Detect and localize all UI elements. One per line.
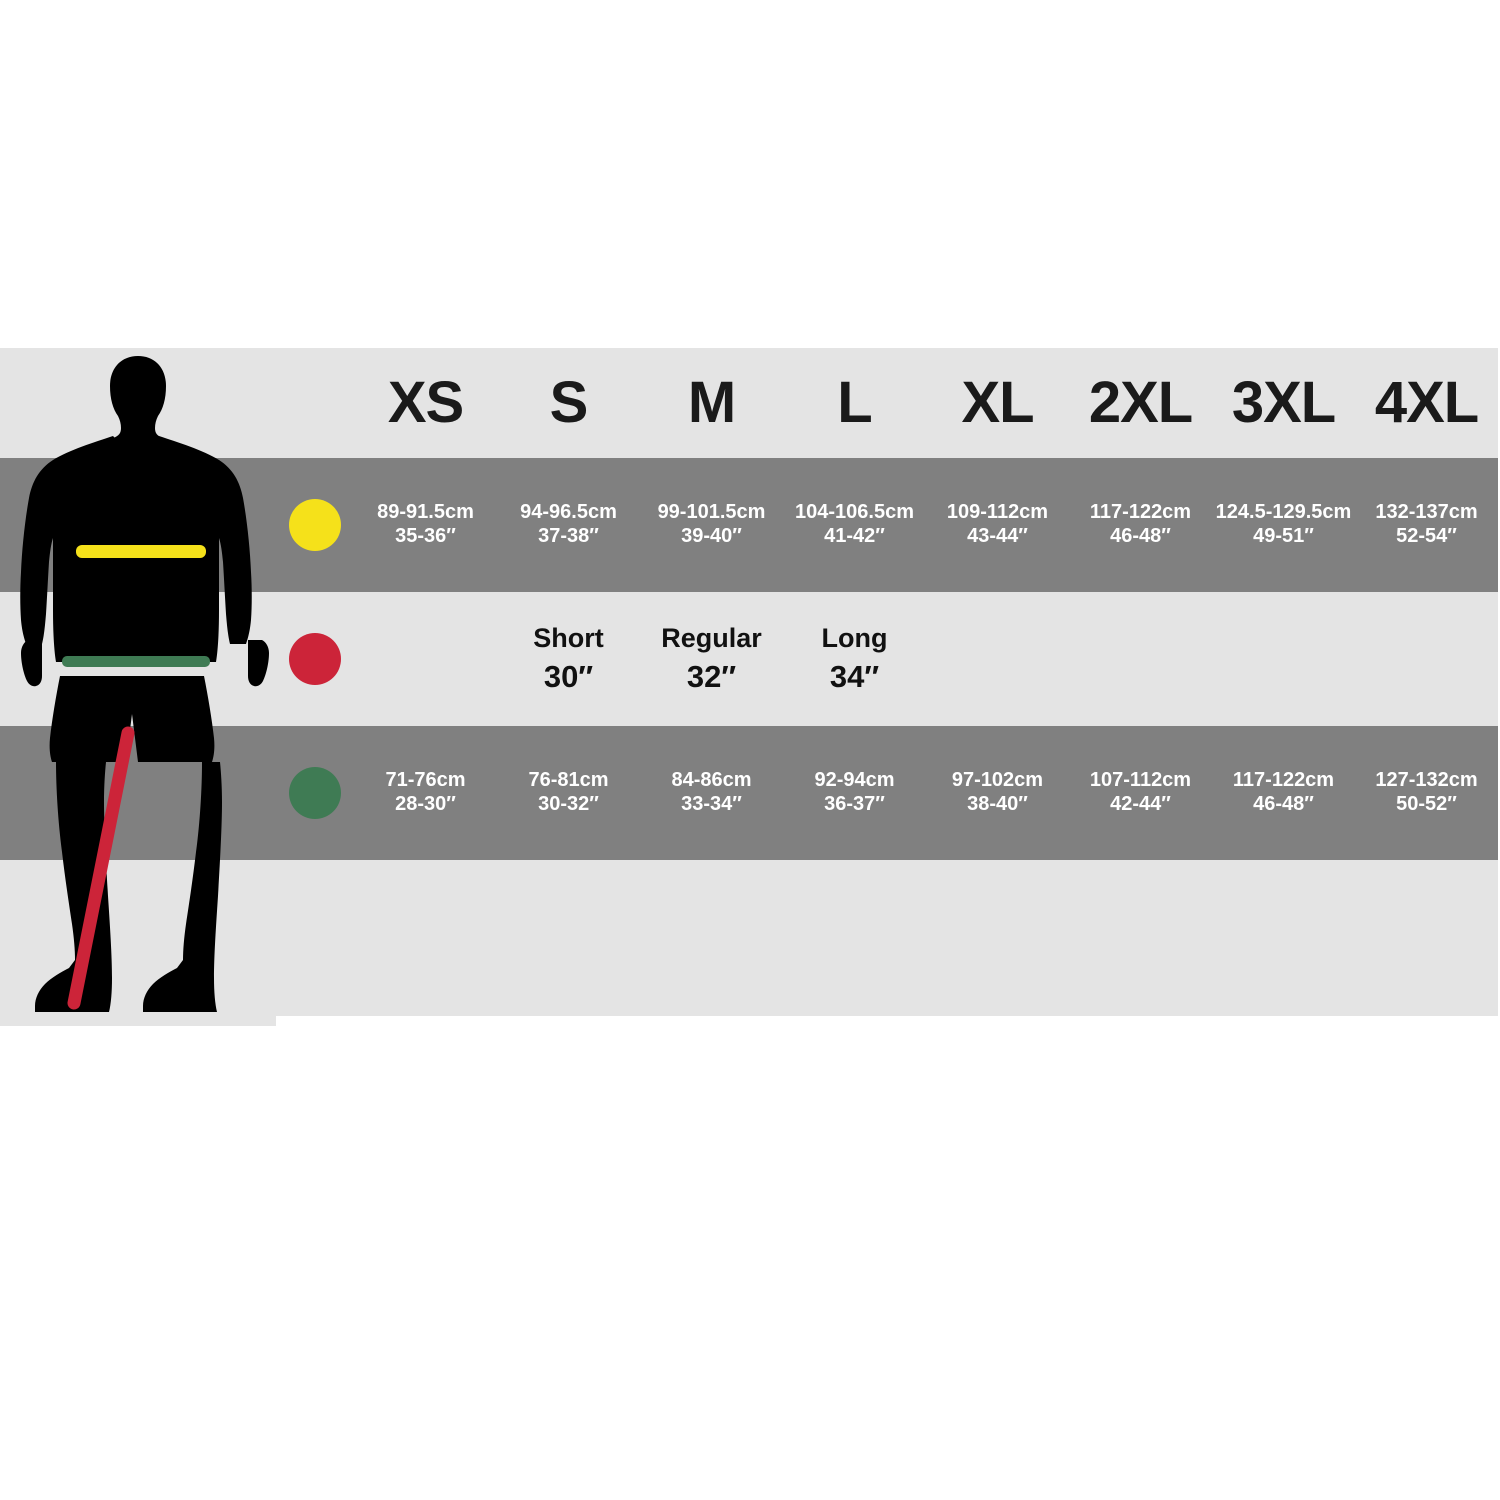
chest-xs xyxy=(354,458,497,592)
chest-xl-cm: 109-112cm xyxy=(946,501,1049,524)
footer-row xyxy=(0,860,1500,1016)
leg-m-value: 32″ xyxy=(686,658,737,694)
chest-marker-dot xyxy=(289,499,341,551)
footer-m xyxy=(640,860,783,1016)
waist-4xl-in: 50-52″ xyxy=(1396,793,1457,815)
chest-3xl-in: 49-51″ xyxy=(1253,525,1314,547)
waist-s-in: 30-32″ xyxy=(538,793,599,815)
leg-l-label: Long xyxy=(821,622,888,653)
waist-3xl-cm: 117-122cm xyxy=(1232,769,1335,792)
column-header-xl: XL xyxy=(926,348,1069,458)
chest-xl-in: 43-44″ xyxy=(967,525,1028,547)
waist-2xl-cm: 107-112cm xyxy=(1089,769,1192,792)
chest-2xl xyxy=(1069,458,1212,592)
chest-l xyxy=(783,458,926,592)
leg-xl xyxy=(926,592,1069,726)
waist-xs xyxy=(354,726,497,860)
column-header-3xl: 3XL xyxy=(1212,348,1355,458)
chest-4xl xyxy=(1355,458,1498,592)
waist-3xl xyxy=(1212,726,1355,860)
waist-xl-in: 38-40″ xyxy=(967,793,1028,815)
leg-xs xyxy=(354,592,497,726)
chest-xs-cm: 89-91.5cm xyxy=(377,501,474,524)
footer-l xyxy=(783,860,926,1016)
waist-figure-spacer xyxy=(0,726,276,860)
waist-4xl-cm: 127-132cm xyxy=(1375,769,1478,792)
column-header-s: S xyxy=(497,348,640,458)
chest-3xl-cm: 124.5-129.5cm xyxy=(1215,501,1352,524)
chest-3xl xyxy=(1212,458,1355,592)
chest-figure-spacer xyxy=(0,458,276,592)
waist-s xyxy=(497,726,640,860)
waist-l xyxy=(783,726,926,860)
footer-3xl xyxy=(1212,860,1355,1016)
chest-s xyxy=(497,458,640,592)
chest-s-in: 37-38″ xyxy=(538,525,599,547)
leg-m xyxy=(640,592,783,726)
header-dot-spacer xyxy=(276,348,354,458)
chest-row xyxy=(0,458,1500,592)
leg-l-value: 34″ xyxy=(829,658,880,694)
waist-m-cm: 84-86cm xyxy=(671,769,752,792)
chest-m-cm: 99-101.5cm xyxy=(657,501,766,524)
leg-figure-spacer xyxy=(0,592,276,726)
header-row xyxy=(0,348,1500,458)
footer-xl xyxy=(926,860,1069,1016)
footer-2xl xyxy=(1069,860,1212,1016)
column-header-2xl: 2XL xyxy=(1069,348,1212,458)
waist-xs-cm: 71-76cm xyxy=(385,769,466,792)
chest-l-in: 41-42″ xyxy=(824,525,885,547)
leg-marker-dot xyxy=(289,633,341,685)
chest-s-cm: 94-96.5cm xyxy=(520,501,617,524)
chest-xs-in: 35-36″ xyxy=(395,525,456,547)
leg-marker-cell xyxy=(276,592,354,726)
waist-l-cm: 92-94cm xyxy=(814,769,895,792)
footer-figure-spacer xyxy=(0,860,276,1016)
header-figure-spacer xyxy=(0,348,276,458)
column-header-xs: XS xyxy=(354,348,497,458)
waist-3xl-in: 46-48″ xyxy=(1253,793,1314,815)
footer-4xl xyxy=(1355,860,1498,1016)
size-chart xyxy=(0,348,1500,1026)
waist-4xl xyxy=(1355,726,1498,860)
waist-xl-cm: 97-102cm xyxy=(951,769,1044,792)
waist-xs-in: 28-30″ xyxy=(395,793,456,815)
waist-m xyxy=(640,726,783,860)
footer-xs xyxy=(354,860,497,1016)
leg-s-value: 30″ xyxy=(543,658,594,694)
waist-xl xyxy=(926,726,1069,860)
leg-2xl xyxy=(1069,592,1212,726)
waist-l-in: 36-37″ xyxy=(824,793,885,815)
waist-m-in: 33-34″ xyxy=(681,793,742,815)
chest-xl xyxy=(926,458,1069,592)
leg-m-label: Regular xyxy=(661,622,762,653)
waist-marker-dot xyxy=(289,767,341,819)
waist-marker-cell xyxy=(276,726,354,860)
chest-4xl-cm: 132-137cm xyxy=(1375,501,1478,524)
leg-s-label: Short xyxy=(533,622,604,653)
waist-2xl xyxy=(1069,726,1212,860)
leg-3xl xyxy=(1212,592,1355,726)
chest-2xl-in: 46-48″ xyxy=(1110,525,1171,547)
chest-m xyxy=(640,458,783,592)
waist-2xl-in: 42-44″ xyxy=(1110,793,1171,815)
waist-row xyxy=(0,726,1500,860)
chest-2xl-cm: 117-122cm xyxy=(1089,501,1192,524)
chest-marker-cell xyxy=(276,458,354,592)
column-header-l: L xyxy=(783,348,926,458)
column-header-4xl: 4XL xyxy=(1355,348,1498,458)
footer-dot-spacer xyxy=(276,860,354,1016)
waist-s-cm: 76-81cm xyxy=(528,769,609,792)
chest-4xl-in: 52-54″ xyxy=(1396,525,1457,547)
leg-length-row xyxy=(0,592,1500,726)
chest-m-in: 39-40″ xyxy=(681,525,742,547)
leg-4xl xyxy=(1355,592,1498,726)
leg-s xyxy=(497,592,640,726)
chest-l-cm: 104-106.5cm xyxy=(795,501,914,524)
footer-s xyxy=(497,860,640,1016)
leg-l xyxy=(783,592,926,726)
column-header-m: M xyxy=(640,348,783,458)
